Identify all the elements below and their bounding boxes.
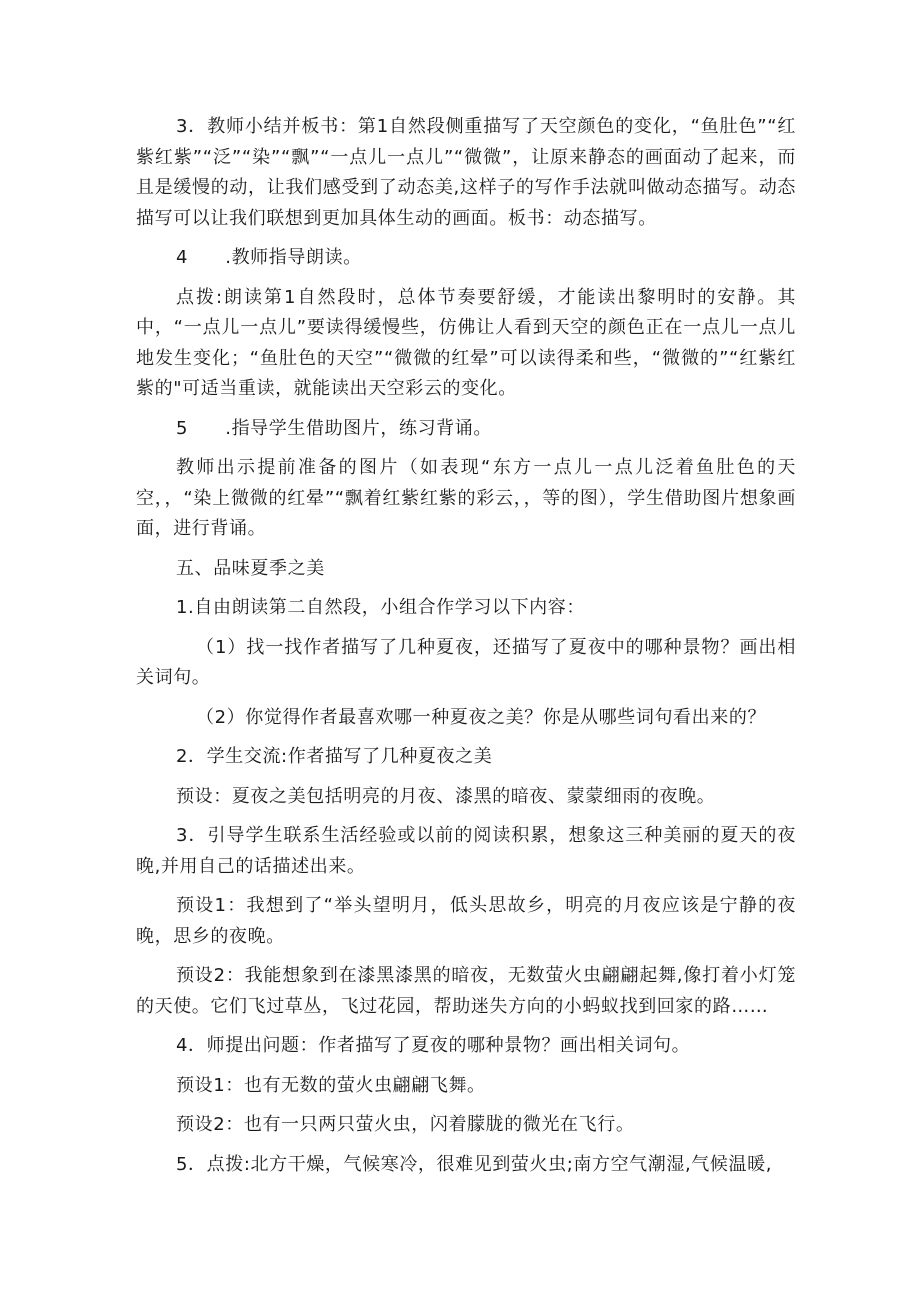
document-body xyxy=(136,112,796,1189)
paragraph-reading-tips: 点拨:朗读第1自然段时，总体节奏要舒缓，才能读出黎明时的安静。其中，“一点儿一点儿”要读得缓慢些，仿佛让人看到天空的颜色正在一点儿一点儿地发生变化；“鱼肚色的天空”“微微的红晕”可以读得柔和些，“微微的”“红紫红紫的"可适当重读，就能读出天空彩云的变化。 xyxy=(136,286,796,399)
paragraph-preset-2-fireflies: 预设2：也有一只两只萤火虫，闪着朦胧的微光在飞行。 xyxy=(176,1114,635,1135)
paragraph-preset-1-moonlight: 预设1：我想到了“举头望明月，低头思故乡，明亮的月夜应该是宁静的夜晚，思乡的夜晚。 xyxy=(136,895,796,947)
paragraph-preset-1-fireflies: 预设1：也有无数的萤火虫翩翩飞舞。 xyxy=(176,1074,486,1096)
paragraph-question-2: （2）你觉得作者最喜欢哪一种夏夜之美？你是从哪些词句看出来的？ xyxy=(196,706,767,728)
paragraph-teacher-summary: 3．教师小结并板书：第1自然段侧重描写了天空颜色的变化，“鱼肚色”“红紫红紫”“泛”“染”“飘”“一点儿一点儿”“微微”，让原来静态的画面动了起来，而且是缓慢的动，让我们感受到了动态美,这样子的写作手法就叫做动态描写。动态描写可以让我们联想到更加具体生动的画面。板书：动态描写。 xyxy=(136,116,796,229)
section-heading-summer-beauty: 五、品味夏季之美 xyxy=(176,557,325,579)
paragraph-recitation-heading: 5 .指导学生借助图片，练习背诵。 xyxy=(176,417,492,439)
paragraph-preset-summer-nights: 预设：夏夜之美包括明亮的月夜、漆黑的暗夜、蒙蒙细雨的夜晚。 xyxy=(176,785,716,807)
paragraph-question-1: （1）找一找作者描写了几种夏夜，还描写了夏夜中的哪种景物？画出相关词句。 xyxy=(136,636,796,688)
paragraph-picture-recitation: 教师出示提前准备的图片（如表现“东方一点儿一点儿泛着鱼肚色的天空，，“染上微微的红晕”“飘着红紫红紫的彩云，，等的图），学生借助图片想象画面，进行背诵。 xyxy=(136,457,796,539)
paragraph-student-exchange: 2．学生交流:作者描写了几种夏夜之美 xyxy=(176,746,493,767)
paragraph-teacher-question: 4．师提出问题：作者描写了夏夜的哪种景物？画出相关词句。 xyxy=(176,1035,691,1056)
paragraph-free-reading: 1.自由朗读第二自然段，小组合作学习以下内容： xyxy=(176,597,585,618)
paragraph-reading-guidance-heading: 4 .教师指导朗读。 xyxy=(176,247,362,268)
paragraph-imagine-nights: 3．引导学生联系生活经验或以前的阅读积累，想象这三种美丽的夏天的夜晚,并用自己的话描述出来。 xyxy=(136,825,796,877)
paragraph-preset-2-dark-night: 预设2：我能想象到在漆黑漆黑的暗夜，无数萤火虫翩翩起舞,像打着小灯笼的天使。它们飞过草丛，飞过花园，帮助迷失方向的小蚂蚁找到回家的路…… xyxy=(136,965,796,1017)
paragraph-tip-north-south: 5．点拨:北方干燥，气候寒冷，很难见到萤火虫;南方空气潮湿,气候温暖, xyxy=(176,1153,773,1175)
